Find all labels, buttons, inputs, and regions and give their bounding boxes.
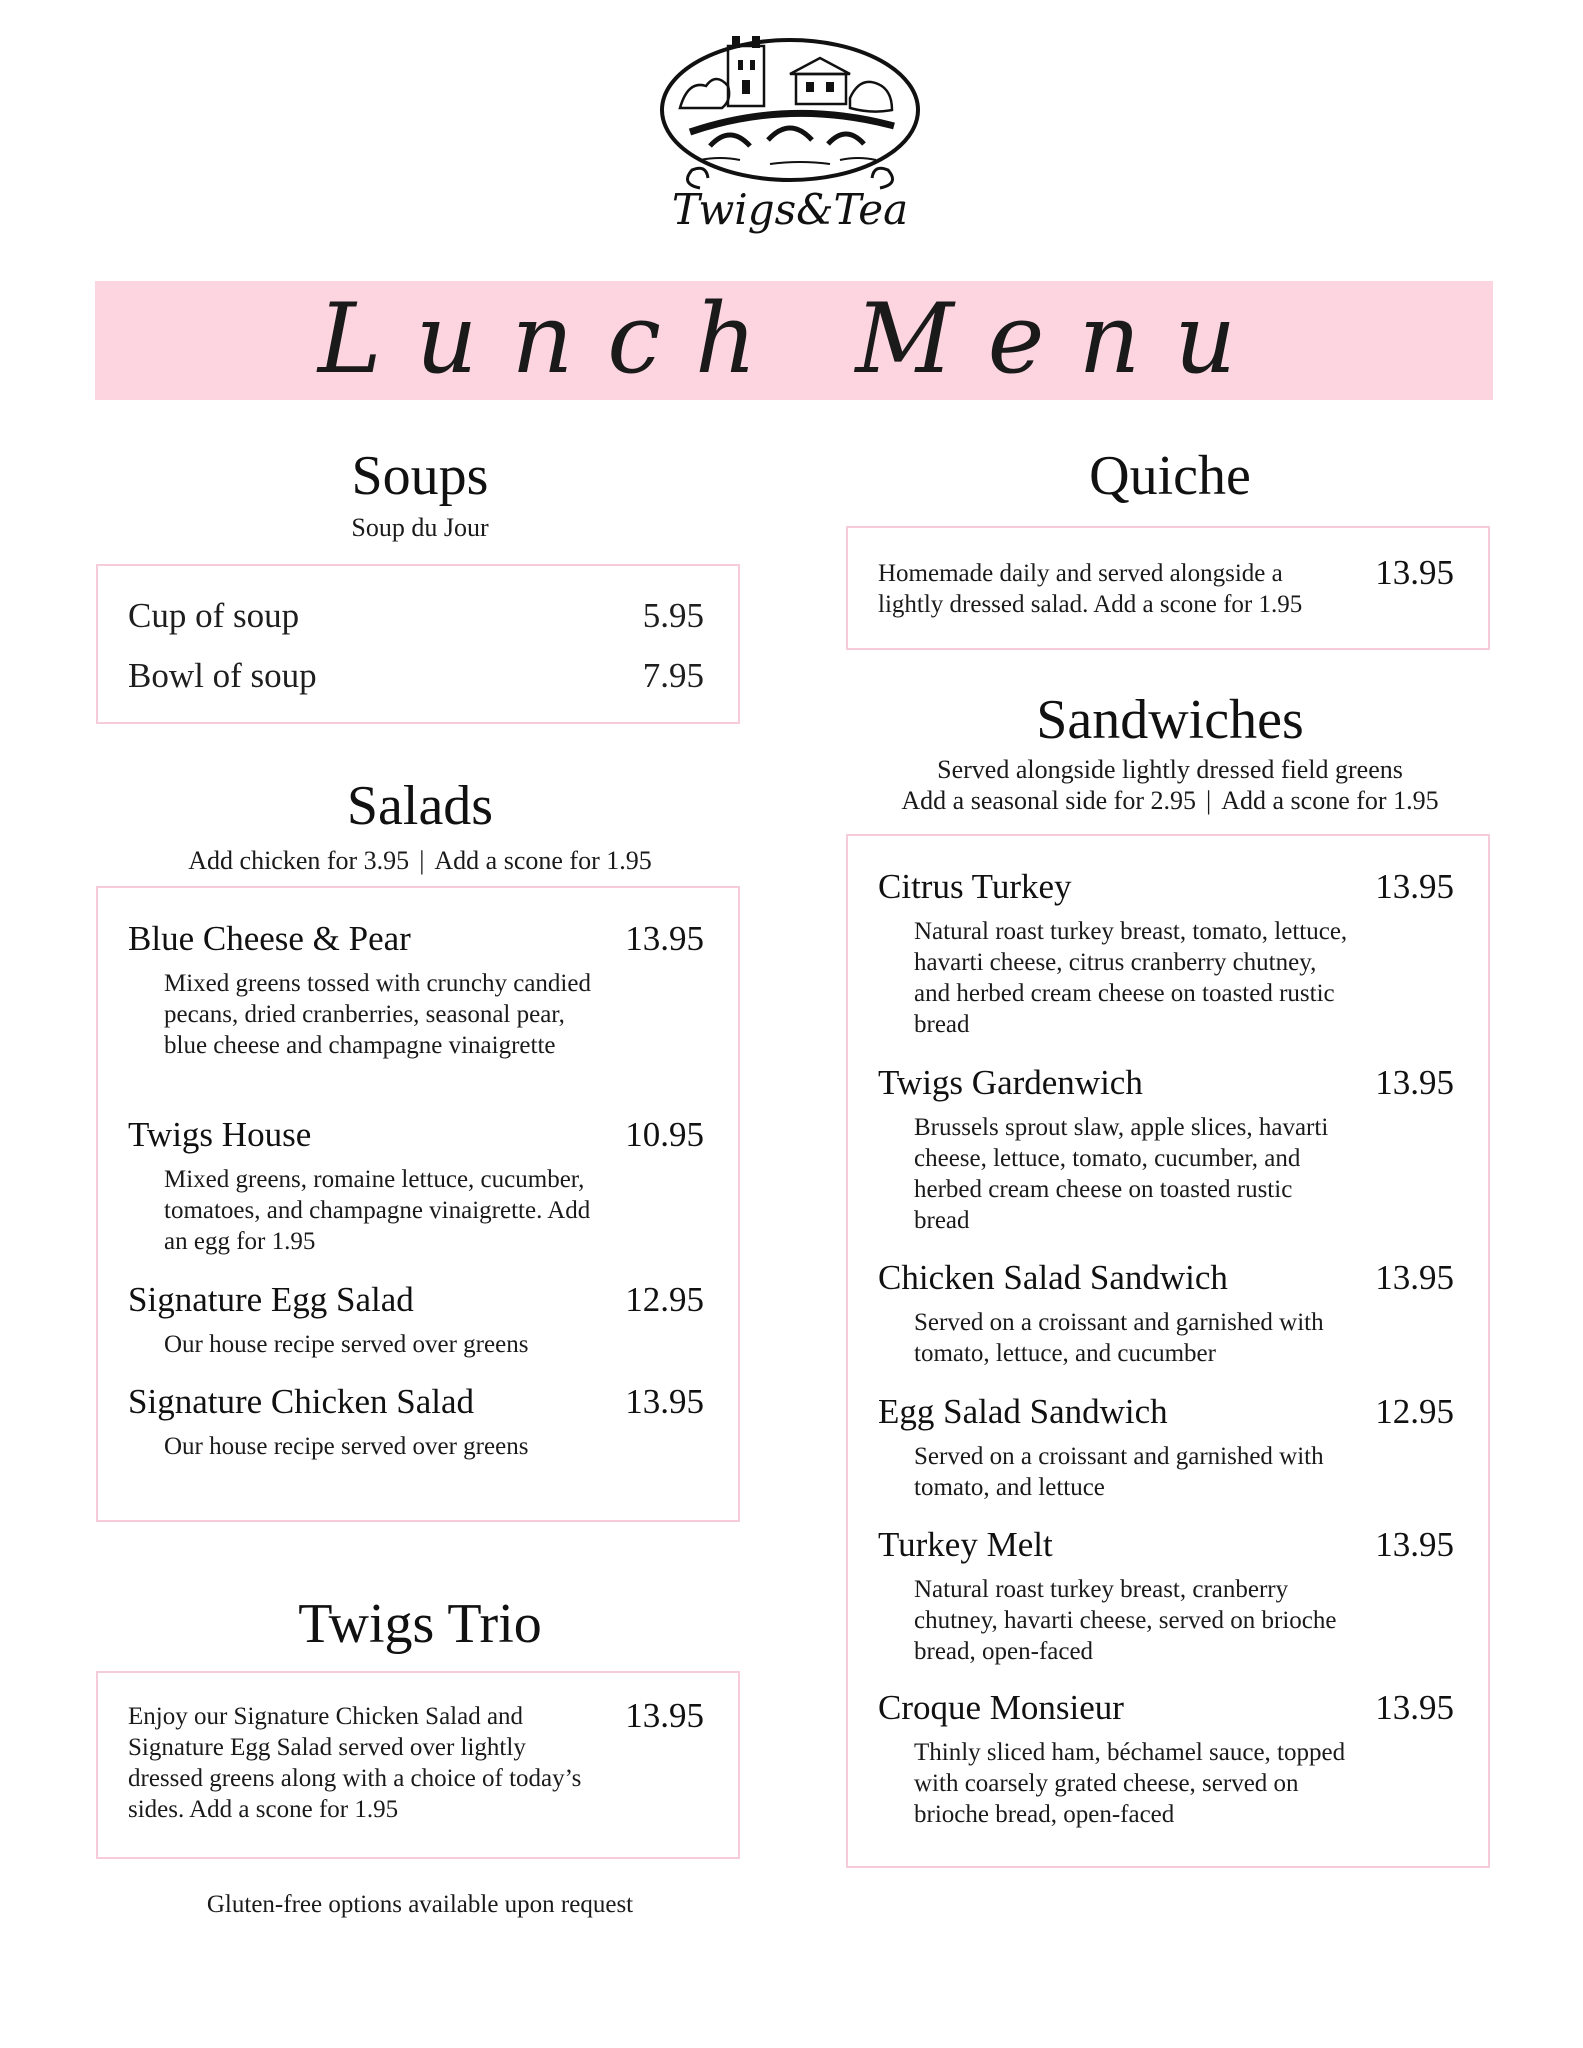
logo-wordmark: Twigs&Tea (671, 185, 909, 234)
soup-price: 5.95 (642, 596, 704, 635)
menu-item (878, 1687, 1454, 1830)
salads-subtitle (96, 845, 744, 876)
salads-subtitle-scone: Add a scone for 1.95 (434, 846, 652, 875)
item-description: Served on a croissant and garnished with tomato, and lettuce (914, 1443, 1324, 1501)
quiche-title: Quiche (1089, 445, 1251, 507)
salads-subtitle-chicken: Add chicken for 3.95 (188, 846, 410, 875)
item-description: Natural roast turkey breast, cranberry chutney, havarti cheese, served on brioche bread, open-faced (914, 1576, 1337, 1665)
soups-title: Soups (351, 445, 489, 507)
trio-price: 13.95 (625, 1696, 704, 1735)
sandwiches-subtitle-line1: Served alongside lightly dressed field greens (937, 755, 1403, 784)
item-description: Mixed greens, romaine lettuce, cucumber, tomatoes, and champagne vinaigrette. Add an egg for 1.95 (164, 1166, 591, 1255)
menu-item (878, 1062, 1454, 1236)
item-price: 13.95 (1375, 1258, 1454, 1297)
trio-box (96, 1671, 740, 1859)
soup-name: Bowl of soup (128, 656, 317, 695)
item-description: Natural roast turkey breast, tomato, lettuce, havarti cheese, citrus cranberry chutney, and herbed cream cheese on toasted rustic bread (914, 918, 1348, 1038)
salads-box (96, 886, 740, 1522)
menu-item (128, 1381, 704, 1462)
twigs-and-tea-logo (650, 28, 930, 250)
soups-subtitle: Soup du Jour (351, 513, 489, 542)
quiche-item (878, 553, 1454, 620)
lunch-menu-banner (95, 281, 1493, 400)
item-price: 13.95 (1375, 867, 1454, 906)
banner-title: Lunch Menu (317, 283, 1271, 395)
item-name: Turkey Melt (878, 1525, 1053, 1564)
item-description: Thinly sliced ham, béchamel sauce, topped with coarsely grated cheese, served on brioche bread, open-faced (914, 1739, 1346, 1828)
salads-title: Salads (346, 775, 494, 837)
item-name: Blue Cheese & Pear (128, 919, 411, 958)
item-name: Croque Monsieur (878, 1688, 1124, 1727)
item-price: 12.95 (625, 1280, 704, 1319)
soups-box (96, 564, 740, 724)
item-description: Brussels sprout slaw, apple slices, havarti cheese, lettuce, tomato, cucumber, and herbed cream cheese on toasted rustic bread (914, 1114, 1329, 1234)
soup-name: Cup of soup (128, 596, 300, 635)
trio-description: Enjoy our Signature Chicken Salad and Signature Egg Salad served over lightly dressed greens along with a choice of today’s sides. Add a scone for 1.95 (128, 1703, 582, 1823)
item-name: Twigs House (128, 1115, 312, 1154)
item-price: 13.95 (1375, 1063, 1454, 1102)
item-price: 13.95 (1375, 1688, 1454, 1727)
soup-price: 7.95 (642, 656, 704, 695)
item-price: 13.95 (625, 919, 704, 958)
item-price: 12.95 (1375, 1392, 1454, 1431)
item-price: 10.95 (625, 1115, 704, 1154)
item-price: 13.95 (625, 1382, 704, 1421)
trio-item (128, 1696, 704, 1825)
menu-item (128, 918, 704, 1061)
item-name: Citrus Turkey (878, 867, 1072, 906)
quiche-box (846, 526, 1490, 650)
trio-title: Twigs Trio (298, 1593, 542, 1655)
subtitle-separator: | (419, 846, 425, 875)
sandwiches-subtitle-line2 (846, 785, 1494, 816)
menu-item (128, 1114, 704, 1257)
item-name: Signature Egg Salad (128, 1280, 414, 1319)
menu-item (128, 1279, 704, 1360)
gluten-free-note: Gluten-free options available upon request (206, 1891, 634, 1918)
item-name: Egg Salad Sandwich (878, 1392, 1168, 1431)
item-name: Chicken Salad Sandwich (878, 1258, 1228, 1297)
menu-item (878, 866, 1454, 1040)
subtitle-separator: | (1206, 786, 1212, 815)
item-description: Our house recipe served over greens (164, 1331, 529, 1358)
sandwiches-box (846, 834, 1490, 1868)
item-price: 13.95 (1375, 1525, 1454, 1564)
sandwiches-subtitle-scone: Add a scone for 1.95 (1221, 786, 1439, 815)
menu-item (878, 1391, 1454, 1503)
quiche-description: Homemade daily and served alongside a lightly dressed salad. Add a scone for 1.95 (878, 560, 1303, 618)
sandwiches-subtitle-side: Add a seasonal side for 2.95 (901, 786, 1197, 815)
item-description: Served on a croissant and garnished with tomato, lettuce, and cucumber (914, 1309, 1324, 1367)
item-name: Signature Chicken Salad (128, 1382, 475, 1421)
item-description: Our house recipe served over greens (164, 1433, 529, 1460)
quiche-price: 13.95 (1375, 553, 1454, 592)
item-description: Mixed greens tossed with crunchy candied pecans, dried cranberries, seasonal pear, blue cheese and champagne vinaigrette (164, 970, 591, 1059)
castle-bridge-icon (650, 28, 930, 250)
sandwiches-title: Sandwiches (1036, 689, 1304, 751)
menu-item (878, 1524, 1454, 1667)
menu-item (878, 1257, 1454, 1369)
item-name: Twigs Gardenwich (878, 1063, 1143, 1102)
